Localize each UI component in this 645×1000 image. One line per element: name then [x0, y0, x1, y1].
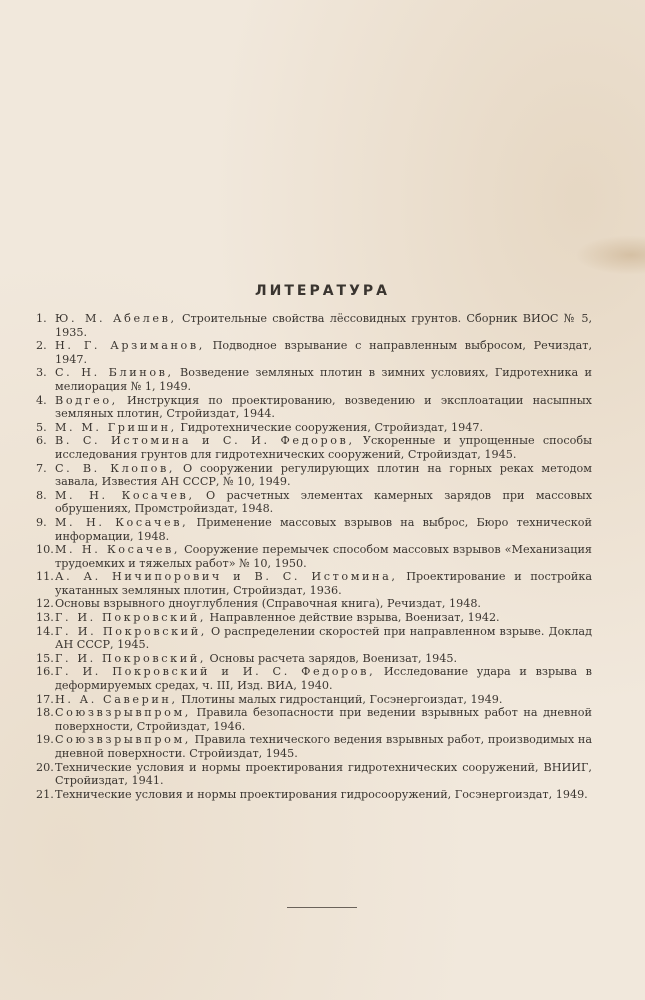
reference-author: М. Н. Косачев,	[55, 543, 181, 557]
reference-item	[36, 394, 592, 421]
reference-item	[36, 339, 592, 366]
reference-text: Правила технического ведения взрывных работ, производимых на дневной поверхности. Стройиздат, 1945.	[55, 733, 592, 760]
reference-number: 15.	[36, 651, 54, 665]
reference-number: 18.	[36, 706, 54, 720]
reference-number: 7.	[36, 461, 47, 475]
page-heading: ЛИТЕРАТУРА	[255, 283, 390, 299]
reference-author: В. С. Истомина и С. И. Федоров,	[55, 434, 355, 448]
reference-author: Н. А. Саверин,	[55, 692, 178, 706]
reference-author: М. Н. Косачев,	[55, 488, 195, 502]
reference-author: Н. Г. Арзиманов,	[55, 339, 205, 353]
reference-text: Сооружение перемычек способом массовых взрывов «Механизация трудоемких и тяжелых работ» № 10, 1950.	[55, 543, 592, 570]
reference-number: 12.	[36, 597, 54, 611]
reference-text: Технические условия и нормы проектирования гидротехнических сооружений, ВНИИГ, Стройиздат, 1941.	[55, 760, 592, 788]
reference-number: 9.	[36, 515, 47, 529]
reference-text: Основы взрывного дноуглубления (Справочная книга), Речиздат, 1948.	[55, 597, 481, 611]
reference-item	[36, 516, 592, 543]
reference-item	[36, 761, 592, 788]
reference-number: 5.	[36, 420, 47, 434]
reference-author: С. Н. Блинов,	[55, 366, 174, 380]
paper-stain	[575, 235, 645, 275]
reference-author: Г. И. Покровский,	[55, 611, 206, 625]
reference-text: Строительные свойства лёссовидных грунтов. Сборник ВИОС № 5, 1935.	[55, 312, 593, 339]
reference-text: Технические условия и нормы проектирования гидросооружений, Госэнергоиздат, 1949.	[55, 787, 588, 801]
reference-text: Основы расчета зарядов, Военизат, 1945.	[206, 651, 458, 665]
reference-item	[36, 489, 592, 516]
reference-number: 11.	[36, 570, 54, 584]
reference-author: А. А. Ничипорович и В. С. Истомина,	[55, 570, 398, 584]
reference-author: М. М. Гришин,	[55, 420, 177, 434]
reference-text: О расчетных элементах камерных зарядов при массовых обрушениях, Промстройиздат, 1948.	[55, 488, 592, 516]
reference-author: Ю. М. Абелев,	[55, 312, 177, 325]
reference-text: Плотины малых гидростанций, Госэнергоиздат, 1949.	[177, 692, 503, 706]
reference-author: Г. И. Покровский и И. С. Федоров,	[55, 665, 376, 679]
reference-text: Проектирование и постройка укатанных земляных плотин, Стройиздат, 1936.	[55, 570, 592, 597]
reference-number: 21.	[36, 787, 54, 801]
reference-author: Г. И. Покровский,	[55, 624, 207, 638]
reference-text: Исследование удара и взрыва в деформируемых средах, ч. III, Изд. ВИА, 1940.	[55, 665, 592, 693]
reference-text: Ускоренные и упрощенные способы исследования грунтов для гидротехнических сооружений, Стройиздат, 1945.	[55, 434, 592, 461]
reference-item	[36, 665, 592, 692]
reference-item	[36, 733, 592, 760]
reference-item	[36, 543, 592, 570]
reference-item	[36, 706, 592, 733]
reference-author: Г. И. Покровский,	[55, 651, 206, 665]
reference-item	[36, 312, 592, 339]
reference-number: 16.	[36, 665, 54, 679]
reference-number: 10.	[36, 543, 54, 557]
reference-text: Возведение земляных плотин в зимних условиях, Гидротехника и мелиорация № 1, 1949.	[55, 366, 592, 393]
reference-item	[36, 462, 592, 489]
reference-item	[36, 434, 592, 461]
reference-author: Союзвзрывпром,	[55, 706, 191, 720]
reference-author: М. Н. Косачев,	[55, 515, 189, 529]
reference-text: Гидротехнические сооружения, Стройиздат, 1947.	[176, 420, 484, 434]
reference-item	[36, 788, 592, 802]
reference-number: 1.	[36, 312, 47, 325]
reference-text: О распределении скоростей при направленном взрыве. Доклад АН СССР, 1945.	[55, 624, 592, 652]
reference-item	[36, 652, 592, 666]
reference-number: 4.	[36, 393, 47, 407]
reference-number: 8.	[36, 488, 47, 502]
reference-author: Союзвзрывпром,	[55, 733, 191, 747]
reference-item	[36, 597, 592, 611]
reference-text: Инструкция по проектированию, возведению и эксплоатации насыпных земляных плотин, Стройиздат, 1944.	[55, 393, 592, 421]
reference-text: Направленное действие взрыва, Военизат, 1942.	[206, 611, 500, 625]
reference-number: 17.	[36, 692, 54, 706]
reference-text: Правила безопасности при ведении взрывных работ на дневной поверхности, Стройиздат, 1946.	[55, 706, 592, 733]
reference-item	[36, 611, 592, 625]
reference-number: 13.	[36, 611, 54, 625]
reference-number: 14.	[36, 624, 54, 638]
reference-number: 3.	[36, 366, 47, 380]
end-rule	[287, 907, 357, 908]
reference-text: Применение массовых взрывов на выброс, Бюро технической информации, 1948.	[55, 515, 592, 543]
reference-number: 2.	[36, 339, 47, 353]
reference-author: С. В. Клопов,	[55, 461, 176, 475]
reference-list	[36, 312, 592, 801]
reference-text: Подводное взрывание с направленным выбросом, Речиздат, 1947.	[55, 339, 592, 366]
reference-item	[36, 570, 592, 597]
reference-item	[36, 366, 592, 393]
reference-item	[36, 693, 592, 707]
reference-text: О сооружении регулирующих плотин на горных реках методом завала, Известия АН СССР, № 10, 1949.	[55, 461, 592, 489]
reference-item	[36, 421, 592, 435]
reference-author: Водгео,	[55, 393, 118, 407]
reference-number: 19.	[36, 733, 54, 747]
reference-item	[36, 625, 592, 652]
reference-number: 6.	[36, 434, 47, 448]
reference-number: 20.	[36, 760, 54, 774]
